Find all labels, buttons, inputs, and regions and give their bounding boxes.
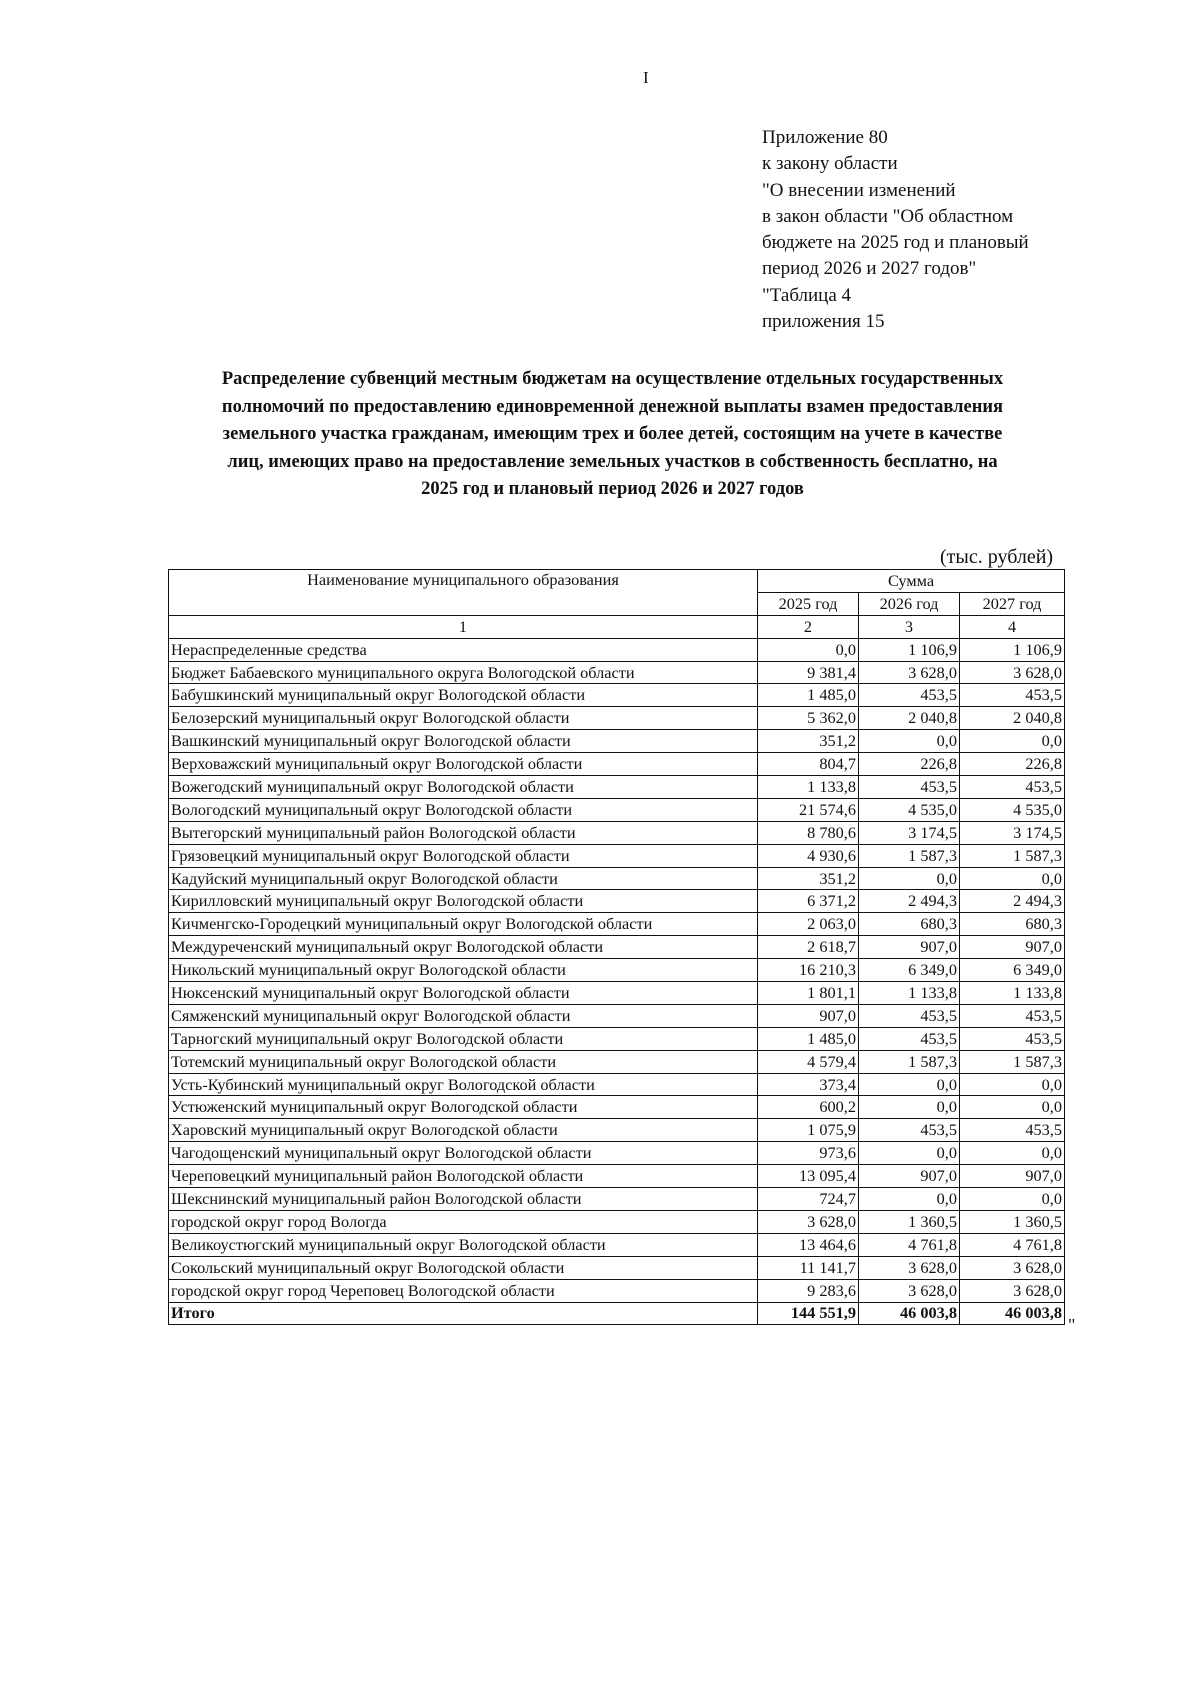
value-2025: 13 464,6 [758, 1233, 859, 1256]
value-2027: 4 761,8 [960, 1233, 1065, 1256]
value-2026: 453,5 [859, 776, 960, 799]
value-2025: 6 371,2 [758, 890, 859, 913]
table-row [169, 959, 1065, 982]
table-row [169, 776, 1065, 799]
value-2027: 3 174,5 [960, 821, 1065, 844]
value-2026: 3 628,0 [859, 1256, 960, 1279]
municipality-name: Междуреченский муниципальный округ Вологодской области [169, 936, 758, 959]
value-2027: 226,8 [960, 753, 1065, 776]
header-line: период 2026 и 2027 годов" [762, 258, 977, 280]
value-2025: 9 381,4 [758, 661, 859, 684]
municipality-name: Бабушкинский муниципальный округ Вологодской области [169, 684, 758, 707]
title-line: лиц, имеющих право на предоставление земельных участков в собственность бесплатно, на [227, 451, 998, 472]
value-2026: 2 494,3 [859, 890, 960, 913]
value-2025: 5 362,0 [758, 707, 859, 730]
value-2025: 973,6 [758, 1142, 859, 1165]
title-line: 2025 год и плановый период 2026 и 2027 годов [421, 479, 804, 499]
title-line: земельного участка гражданам, имеющим трех и более детей, состоящим на учете в качестве [222, 424, 1003, 444]
value-2027: 3 628,0 [960, 661, 1065, 684]
value-2026: 3 628,0 [859, 1279, 960, 1302]
value-2026: 453,5 [859, 684, 960, 707]
table-row [169, 1027, 1065, 1050]
table-row [169, 1210, 1065, 1233]
units-label: (тыс. рублей) [940, 546, 1054, 568]
value-2027: 453,5 [960, 684, 1065, 707]
municipality-name: Верховажский муниципальный округ Вологодской области [169, 753, 758, 776]
document-title [160, 366, 1065, 504]
table-row [169, 1165, 1065, 1188]
value-2025: 600,2 [758, 1096, 859, 1119]
value-2025: 373,4 [758, 1073, 859, 1096]
header-sum: Сумма [758, 570, 1065, 593]
colnum-4: 4 [960, 615, 1065, 638]
table-row [169, 982, 1065, 1005]
municipality-name: Сямженский муниципальный округ Вологодской области [169, 1004, 758, 1027]
header-municipality: Наименование муниципального образования [169, 570, 758, 616]
value-2025: 4 930,6 [758, 844, 859, 867]
value-2027: 0,0 [960, 867, 1065, 890]
value-2026: 907,0 [859, 1165, 960, 1188]
value-2026: 46 003,8 [859, 1302, 960, 1325]
header-line: в закон области "Об областном [762, 205, 1014, 227]
table-row [169, 1279, 1065, 1302]
value-2026: 0,0 [859, 1096, 960, 1119]
municipality-name: Никольский муниципальный округ Вологодской области [169, 959, 758, 982]
table-row [169, 1188, 1065, 1211]
value-2027: 0,0 [960, 1096, 1065, 1119]
table-row [169, 821, 1065, 844]
value-2026: 0,0 [859, 1142, 960, 1165]
table-row [169, 867, 1065, 890]
closing-quote: " [1068, 1315, 1076, 1335]
municipality-name: Харовский муниципальный округ Вологодской области [169, 1119, 758, 1142]
header-line: приложения 15 [762, 311, 885, 333]
municipality-name: Чагодощенский муниципальный округ Вологодской области [169, 1142, 758, 1165]
municipality-name: городской округ город Вологда [169, 1210, 758, 1233]
municipality-name: Кирилловский муниципальный округ Вологодской области [169, 890, 758, 913]
value-2027: 46 003,8 [960, 1302, 1065, 1325]
value-2027: 2 040,8 [960, 707, 1065, 730]
table-row [169, 1050, 1065, 1073]
value-2027: 453,5 [960, 1119, 1065, 1142]
municipality-name: Кадуйский муниципальный округ Вологодской области [169, 867, 758, 890]
table-row [169, 798, 1065, 821]
header-line: к закону области [762, 153, 898, 175]
value-2027: 1 587,3 [960, 1050, 1065, 1073]
total-row [169, 1302, 1065, 1325]
value-2027: 6 349,0 [960, 959, 1065, 982]
municipality-name: Вологодский муниципальный округ Вологодской области [169, 798, 758, 821]
table-row [169, 753, 1065, 776]
table-row [169, 1233, 1065, 1256]
header-line: "О внесении изменений [762, 179, 956, 201]
value-2026: 1 106,9 [859, 638, 960, 661]
value-2025: 907,0 [758, 1004, 859, 1027]
table-row [169, 913, 1065, 936]
value-2026: 1 360,5 [859, 1210, 960, 1233]
municipality-name: Кичменгско-Городецкий муниципальный округ Вологодской области [169, 913, 758, 936]
table-row [169, 1096, 1065, 1119]
municipality-name: Устюженский муниципальный округ Вологодской области [169, 1096, 758, 1119]
appendix-header [762, 125, 1029, 335]
value-2025: 0,0 [758, 638, 859, 661]
value-2027: 0,0 [960, 1142, 1065, 1165]
value-2025: 21 574,6 [758, 798, 859, 821]
municipality-name: Нюксенский муниципальный округ Вологодской области [169, 982, 758, 1005]
table-body [169, 638, 1065, 1325]
value-2026: 1 133,8 [859, 982, 960, 1005]
value-2025: 9 283,6 [758, 1279, 859, 1302]
table-row [169, 1256, 1065, 1279]
value-2026: 1 587,3 [859, 1050, 960, 1073]
value-2025: 804,7 [758, 753, 859, 776]
title-line: Распределение субвенций местным бюджетам на осуществление отдельных государственных [221, 369, 1004, 389]
table-colnum-row [169, 615, 1065, 638]
header-year-2026: 2026 год [859, 592, 960, 615]
value-2025: 16 210,3 [758, 959, 859, 982]
table-row [169, 1073, 1065, 1096]
value-2027: 1 106,9 [960, 638, 1065, 661]
header-line: Приложение 80 [762, 127, 888, 148]
municipality-name: Грязовецкий муниципальный округ Вологодской области [169, 844, 758, 867]
municipality-name: Нераспределенные средства [169, 638, 758, 661]
value-2025: 3 628,0 [758, 1210, 859, 1233]
value-2027: 4 535,0 [960, 798, 1065, 821]
title-line: полномочий по предоставлению единовременной денежной выплаты взамен предоставления [221, 396, 1004, 417]
value-2025: 1 075,9 [758, 1119, 859, 1142]
municipality-name: Итого [169, 1302, 758, 1325]
subvention-table [168, 569, 1065, 1325]
value-2025: 351,2 [758, 730, 859, 753]
value-2026: 0,0 [859, 1188, 960, 1211]
value-2027: 0,0 [960, 730, 1065, 753]
municipality-name: Череповецкий муниципальный район Вологодской области [169, 1165, 758, 1188]
value-2027: 453,5 [960, 1027, 1065, 1050]
table-row [169, 684, 1065, 707]
municipality-name: Шекснинский муниципальный район Вологодской области [169, 1188, 758, 1211]
municipality-name: Великоустюгский муниципальный округ Вологодской области [169, 1233, 758, 1256]
value-2027: 453,5 [960, 776, 1065, 799]
value-2026: 907,0 [859, 936, 960, 959]
table-row [169, 936, 1065, 959]
municipality-name: Бюджет Бабаевского муниципального округа Вологодской области [169, 661, 758, 684]
value-2026: 453,5 [859, 1004, 960, 1027]
table-row [169, 890, 1065, 913]
table-row [169, 1119, 1065, 1142]
header-line: "Таблица 4 [762, 284, 852, 306]
page-mark: I [643, 68, 649, 87]
table-row [169, 1004, 1065, 1027]
value-2026: 4 761,8 [859, 1233, 960, 1256]
value-2025: 1 485,0 [758, 1027, 859, 1050]
municipality-name: Вожегодский муниципальный округ Вологодской области [169, 776, 758, 799]
municipality-name: Сокольский муниципальный округ Вологодской области [169, 1256, 758, 1279]
value-2026: 4 535,0 [859, 798, 960, 821]
value-2025: 13 095,4 [758, 1165, 859, 1188]
table-row [169, 638, 1065, 661]
value-2027: 907,0 [960, 936, 1065, 959]
value-2026: 3 628,0 [859, 661, 960, 684]
value-2027: 3 628,0 [960, 1256, 1065, 1279]
value-2025: 1 133,8 [758, 776, 859, 799]
value-2026: 2 040,8 [859, 707, 960, 730]
municipality-name: Белозерский муниципальный округ Вологодской области [169, 707, 758, 730]
value-2027: 3 628,0 [960, 1279, 1065, 1302]
colnum-1: 1 [169, 615, 758, 638]
value-2026: 226,8 [859, 753, 960, 776]
value-2027: 1 587,3 [960, 844, 1065, 867]
municipality-name: городской округ город Череповец Вологодской области [169, 1279, 758, 1302]
header-line: бюджете на 2025 год и плановый [762, 232, 1029, 254]
value-2027: 1 360,5 [960, 1210, 1065, 1233]
value-2025: 144 551,9 [758, 1302, 859, 1325]
value-2027: 1 133,8 [960, 982, 1065, 1005]
value-2025: 4 579,4 [758, 1050, 859, 1073]
table-header-row [169, 570, 1065, 593]
value-2026: 6 349,0 [859, 959, 960, 982]
value-2027: 453,5 [960, 1004, 1065, 1027]
table-row [169, 661, 1065, 684]
value-2026: 0,0 [859, 867, 960, 890]
municipality-name: Вытегорский муниципальный район Вологодской области [169, 821, 758, 844]
value-2027: 680,3 [960, 913, 1065, 936]
header-year-2027: 2027 год [960, 592, 1065, 615]
value-2026: 680,3 [859, 913, 960, 936]
value-2027: 2 494,3 [960, 890, 1065, 913]
value-2025: 1 485,0 [758, 684, 859, 707]
value-2027: 0,0 [960, 1188, 1065, 1211]
value-2025: 8 780,6 [758, 821, 859, 844]
table-row [169, 844, 1065, 867]
table-row [169, 707, 1065, 730]
colnum-2: 2 [758, 615, 859, 638]
value-2027: 907,0 [960, 1165, 1065, 1188]
municipality-name: Тарногский муниципальный округ Вологодской области [169, 1027, 758, 1050]
table-row [169, 730, 1065, 753]
municipality-name: Вашкинский муниципальный округ Вологодской области [169, 730, 758, 753]
municipality-name: Усть-Кубинский муниципальный округ Вологодской области [169, 1073, 758, 1096]
municipality-name: Тотемский муниципальный округ Вологодской области [169, 1050, 758, 1073]
value-2025: 724,7 [758, 1188, 859, 1211]
value-2025: 11 141,7 [758, 1256, 859, 1279]
value-2025: 351,2 [758, 867, 859, 890]
table-row [169, 1142, 1065, 1165]
value-2026: 3 174,5 [859, 821, 960, 844]
value-2026: 453,5 [859, 1027, 960, 1050]
value-2027: 0,0 [960, 1073, 1065, 1096]
colnum-3: 3 [859, 615, 960, 638]
value-2026: 1 587,3 [859, 844, 960, 867]
value-2026: 0,0 [859, 1073, 960, 1096]
value-2026: 0,0 [859, 730, 960, 753]
value-2025: 2 063,0 [758, 913, 859, 936]
header-year-2025: 2025 год [758, 592, 859, 615]
value-2026: 453,5 [859, 1119, 960, 1142]
value-2025: 2 618,7 [758, 936, 859, 959]
value-2025: 1 801,1 [758, 982, 859, 1005]
